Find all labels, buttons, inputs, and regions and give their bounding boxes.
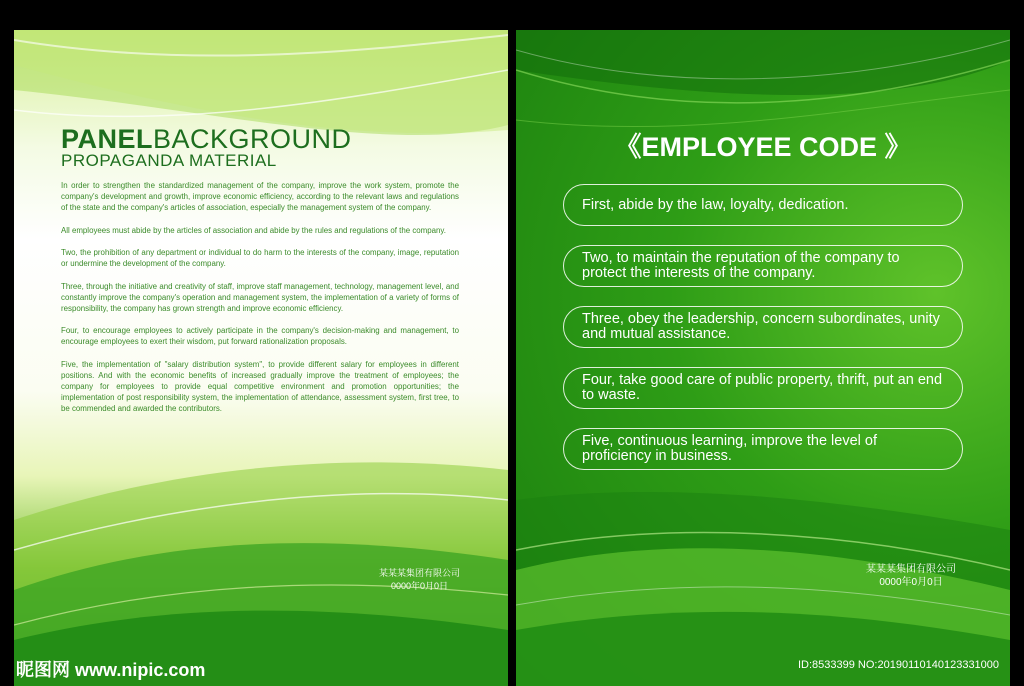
panel-title-bold: PANEL <box>61 124 154 154</box>
paragraph: Five, the implementation of "salary distribution system", to provide different salary for employees in different positions. And with the economic benefits of increased gradually improve the treatment of employees; the company for employees to provide equal competitive environment and promotion opportunities; the implementation of post responsibility system, the implementation of attendance, assessment system, first tree, to be commended and awarded the contributors. <box>61 359 459 413</box>
left-footer <box>372 567 467 593</box>
right-footer <box>856 563 966 589</box>
footer-date: 0000年0月0日 <box>390 581 449 591</box>
footer-date: 0000年0月0日 <box>879 577 943 588</box>
panel-subtitle: PROPAGANDA MATERIAL <box>61 151 277 170</box>
code-item: Three, obey the leadership, concern subordinates, unity and mutual assistance. <box>563 306 963 348</box>
image-id-watermark: ID:8533399 NO:20190110140123331000 <box>798 659 1000 671</box>
employee-code-title: 《EMPLOYEE CODE 》 <box>614 132 912 162</box>
paragraph: Four, to encourage employees to actively participate in the company's decision-making and management, to encourage employees to exert their wisdom, put forward rationalization proposals. <box>61 326 459 346</box>
panel-title-light: BACKGROUND <box>153 124 352 154</box>
code-item: Four, take good care of public property, thrift, put an end to waste. <box>563 367 963 409</box>
paragraph: All employees must abide by the articles of association and abide by the rules and regulations of the company. <box>61 225 446 235</box>
paragraph: Three, through the initiative and creativity of staff, improve staff management, technology, management level, and constantly improve the company's operation and management system, the implementation of a variety of forms of responsibility, the company has grown strength and improve economic efficiency. <box>61 281 459 313</box>
paragraph: Two, the prohibition of any department or individual to do harm to the interests of the company, image, reputation or undermine the development of the company. <box>61 248 459 268</box>
code-item: Two, to maintain the reputation of the company to protect the interests of the company. <box>563 245 963 287</box>
footer-company: 某某某集团有限公司 <box>866 564 956 575</box>
right-panel <box>516 30 1010 686</box>
site-logo: 昵图网 <box>16 660 70 680</box>
code-item: Five, continuous learning, improve the level of proficiency in business. <box>563 428 963 470</box>
left-panel <box>14 30 508 686</box>
body-text <box>61 180 459 425</box>
paragraph: In order to strengthen the standardized management of the company, improve the work system, promote the company's development and growth, improve economic efficiency, according to the relevant laws and regulations of the state and the company's articles of association, especially the management system of the company. <box>61 181 459 212</box>
site-url: www.nipic.com <box>75 660 206 680</box>
footer-company: 某某某集团有限公司 <box>378 568 460 578</box>
site-watermark <box>16 656 205 682</box>
code-item: First, abide by the law, loyalty, dedication. <box>563 184 963 226</box>
